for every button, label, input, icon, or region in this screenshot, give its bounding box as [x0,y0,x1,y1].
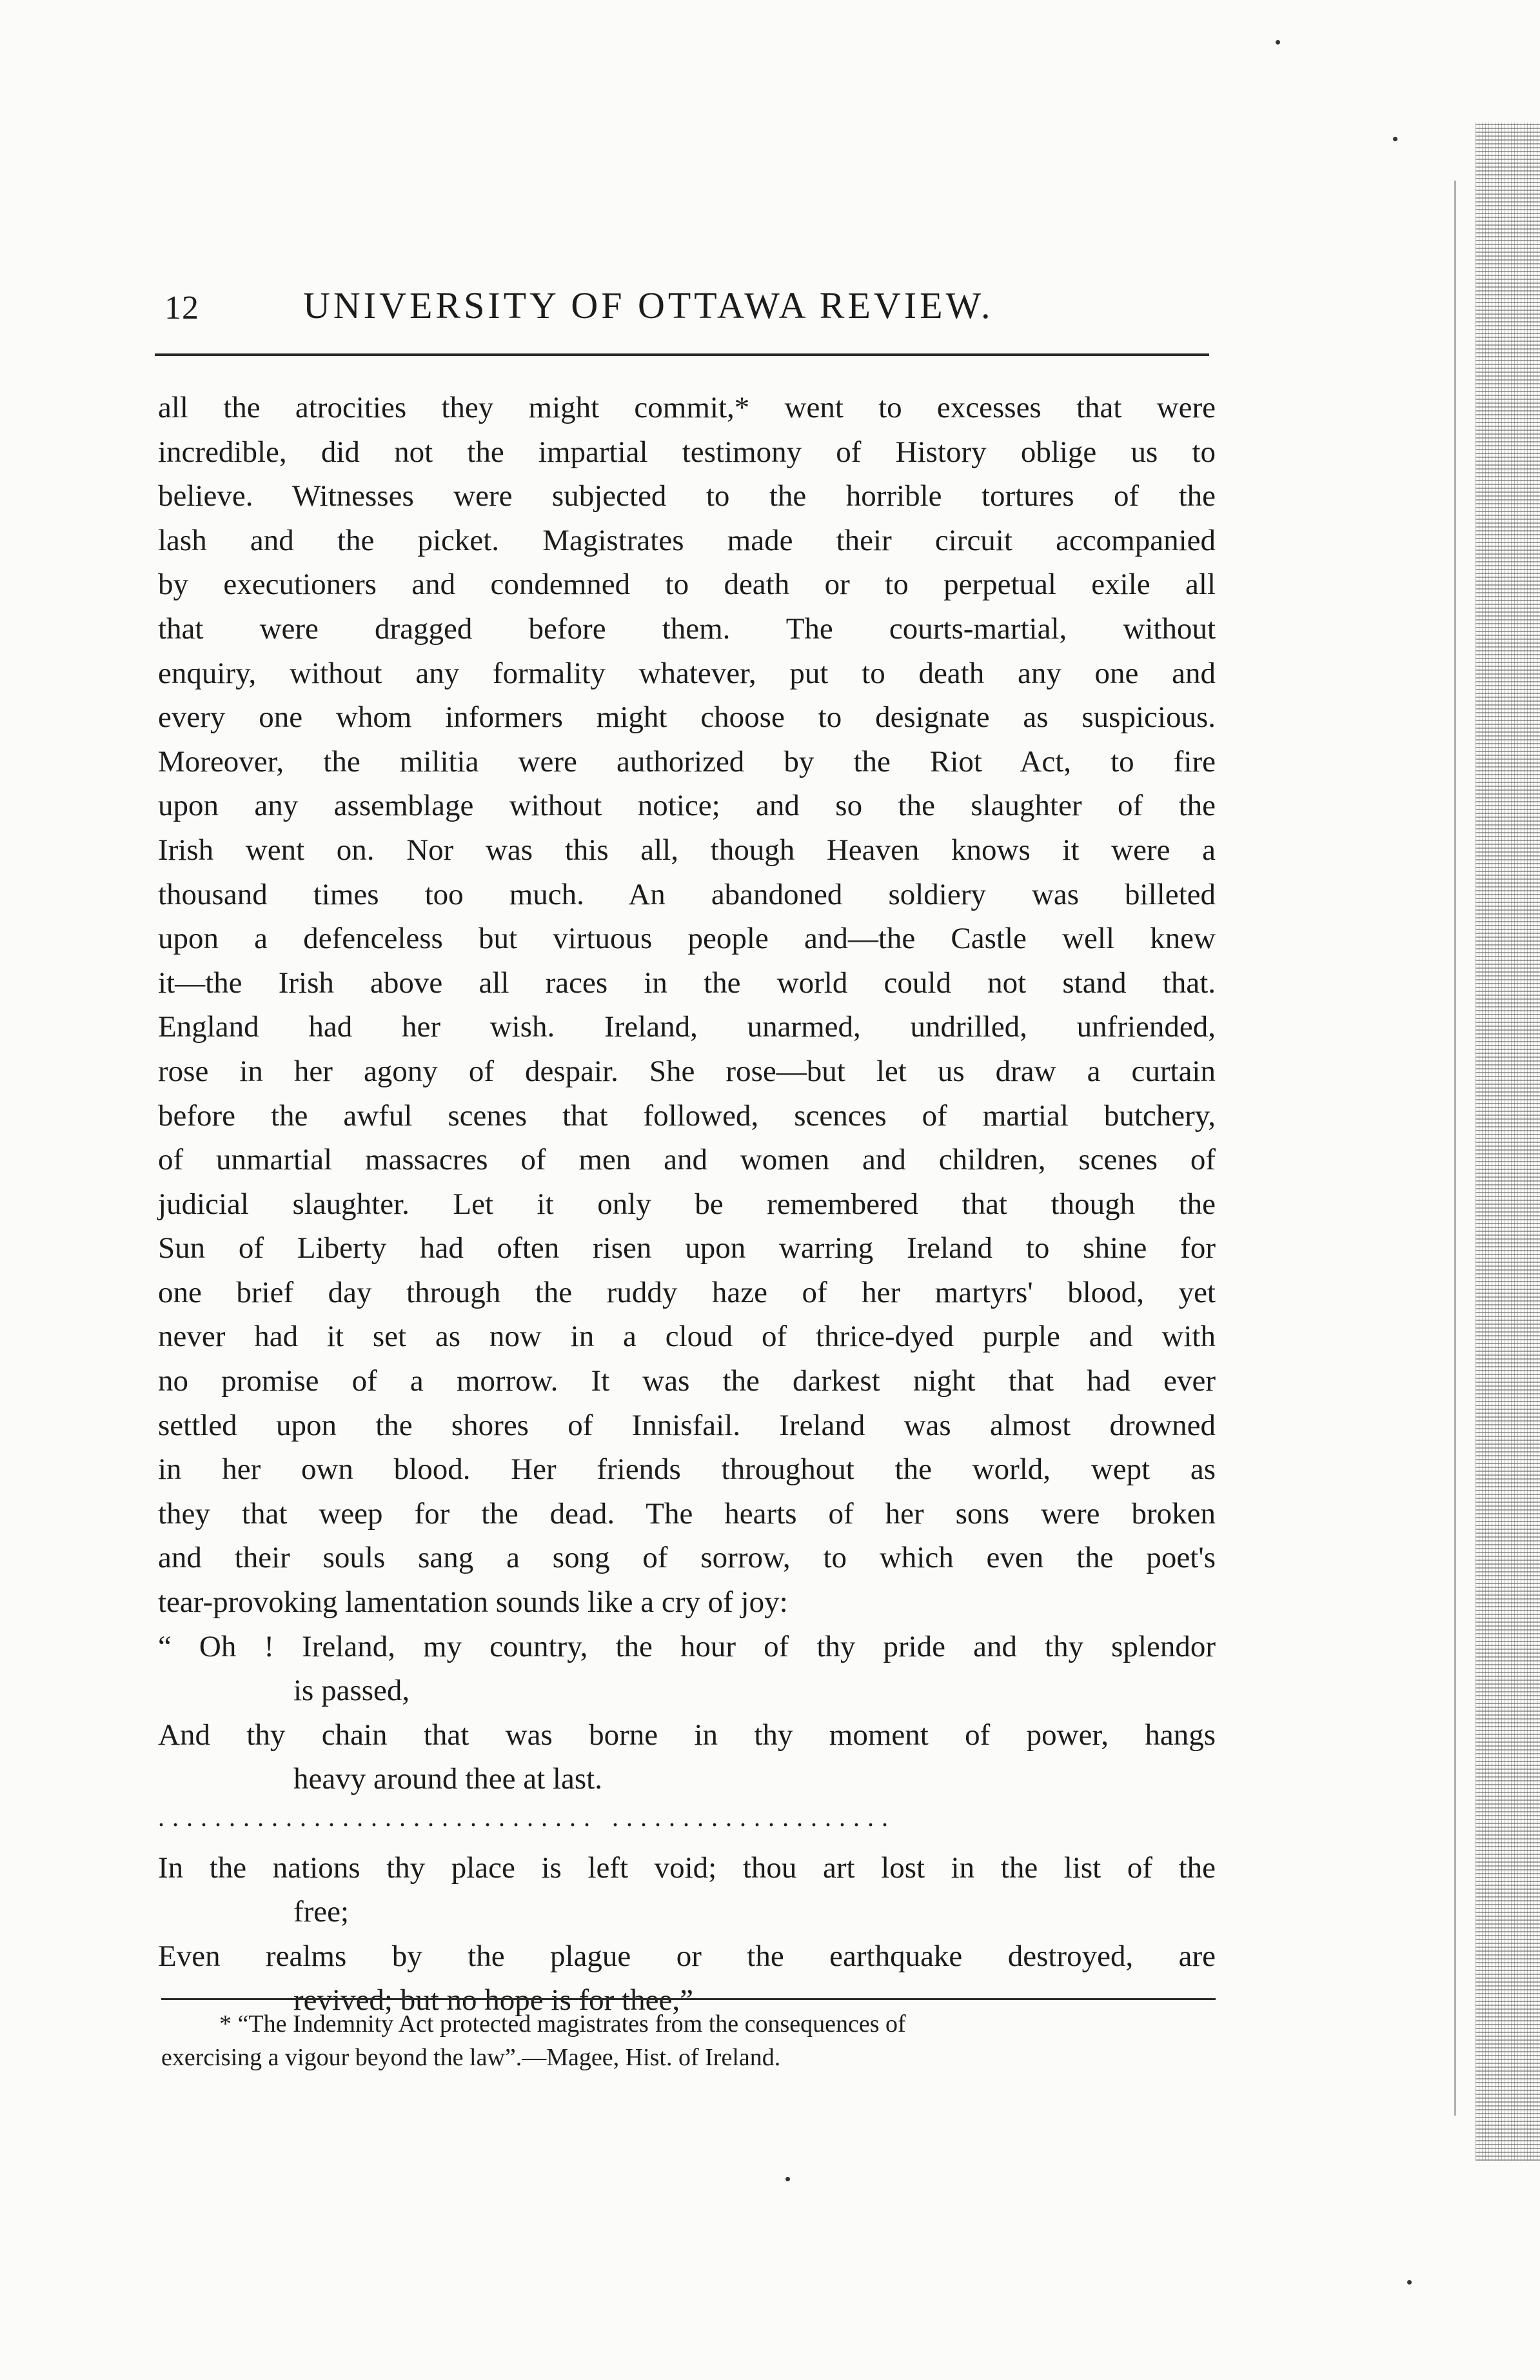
ellipsis-dots-line: ............................... .................... [158,1803,896,1832]
binding-edge-texture [1476,123,1540,2161]
poem-line-indented: revived; but no hope is for thee,” [293,1983,693,2018]
scan-speck [1276,40,1280,45]
footnote-line: * “The Indemnity Act protected magistrates from the consequences of [219,2010,906,2038]
footnote-rule [161,1998,1216,2000]
text-line: before the awful scenes that followed, scences of martial butchery, [158,1098,1216,1133]
text-line: Irish went on. Nor was this all, though Heaven knows it were a [158,833,1216,867]
text-line: believe. Witnesses were subjected to the horrible tortures of the [158,479,1216,513]
text-line: it—the Irish above all races in the world could not stand that. [158,966,1216,1000]
scan-speck [1393,137,1397,141]
poem-line-indented: free; [293,1895,350,1929]
text-line: never had it set as now in a cloud of thrice-dyed purple and with [158,1320,1216,1354]
text-line: every one whom informers might choose to designate as suspicious. [158,700,1216,735]
scan-speck [1407,2280,1412,2285]
text-line: and their souls sang a song of sorrow, to which even the poet's [158,1541,1216,1575]
poem-line: And thy chain that was borne in thy moment of power, hangs [158,1718,1216,1752]
text-line: of unmartial massacres of men and women and children, scenes of [158,1143,1216,1177]
text-line: all the atrocities they might commit,* went to excesses that were [158,391,1216,424]
page-number: 12 [164,290,199,326]
scan-speck [785,2177,790,2181]
binding-line [1454,181,1456,2116]
text-line: upon a defenceless but virtuous people and—the Castle well knew [158,922,1216,956]
text-line: that were dragged before them. The courts-martial, without [158,611,1216,646]
text-line: in her own blood. Her friends throughout the world, wept as [158,1453,1216,1487]
poem-line: In the nations thy place is left void; thou art lost in the list of the [158,1850,1216,1885]
text-line: incredible, did not the impartial testimony of History oblige us to [158,435,1216,469]
text-line: one brief day through the ruddy haze of her martyrs' blood, yet [158,1275,1216,1309]
text-line: settled upon the shores of Innisfail. Ireland was almost drowned [158,1408,1216,1442]
text-line: by executioners and condemned to death or to perpetual exile all [158,568,1216,602]
text-line: they that weep for the dead. The hearts of her sons were broken [158,1496,1216,1531]
text-line: rose in her agony of despair. She rose—but let us draw a curtain [158,1054,1216,1088]
page-header [164,284,1209,342]
poem-line: “ Oh ! Ireland, my country, the hour of thy pride and thy splendor [158,1629,1216,1663]
text-line: tear-provoking lamentation sounds like a cry of joy: [158,1585,788,1620]
text-line: England had her wish. Ireland, unarmed, undrilled, unfriended, [158,1010,1216,1044]
poem-line: Even realms by the plague or the earthquake destroyed, are [158,1939,1216,1973]
text-line: no promise of a morrow. It was the darkest night that had ever [158,1364,1216,1398]
text-line: enquiry, without any formality whatever, put to death any one and [158,656,1216,690]
text-line: judicial slaughter. Let it only be remembered that though the [158,1187,1216,1221]
text-line: thousand times too much. An abandoned soldiery was billeted [158,877,1216,911]
footnote [161,2007,1216,2074]
poem-line-indented: is passed, [293,1674,410,1708]
text-line: Sun of Liberty had often risen upon warring Ireland to shine for [158,1231,1216,1265]
footnote-line: exercising a vigour beyond the law”.—Magee, Hist. of Ireland. [161,2044,781,2071]
body-text [158,386,1216,2023]
text-line: lash and the picket. Magistrates made their circuit accompanied [158,523,1216,557]
text-line: upon any assemblage without notice; and so the slaughter of the [158,789,1216,823]
text-line: Moreover, the militia were authorized by the Riot Act, to fire [158,744,1216,778]
poem-line-indented: heavy around thee at last. [293,1762,602,1796]
running-head: UNIVERSITY OF OTTAWA REVIEW. [303,284,994,326]
header-rule [155,353,1209,356]
